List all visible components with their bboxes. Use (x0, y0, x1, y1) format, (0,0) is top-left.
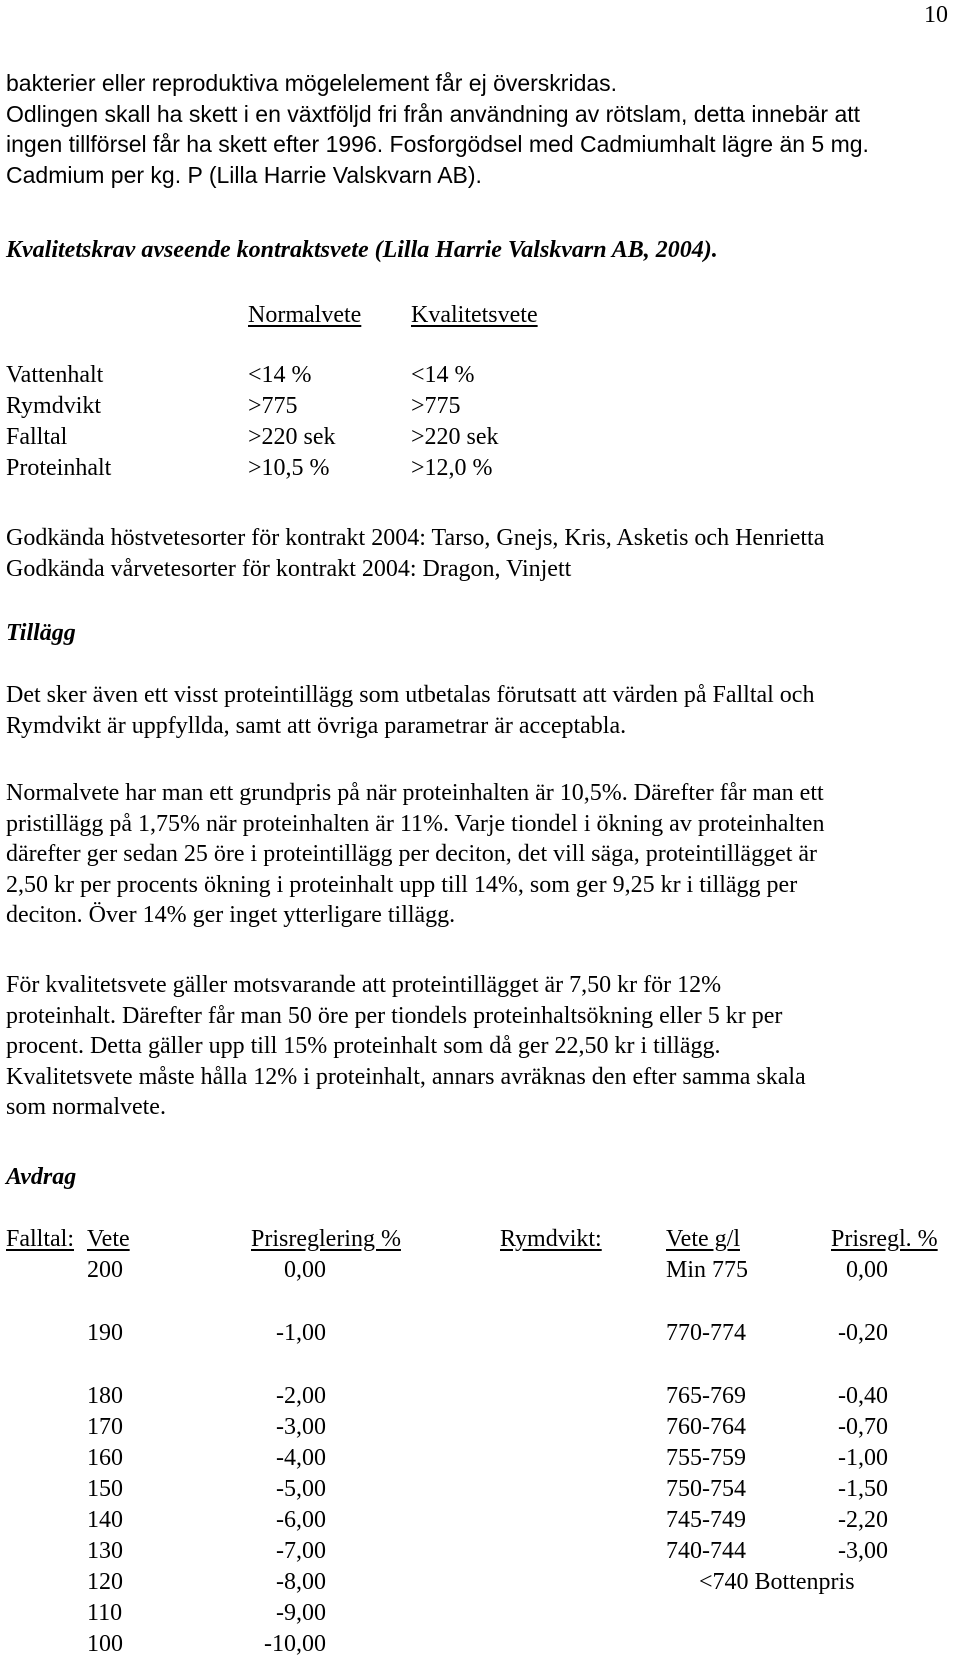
paragraph-line: procent. Detta gäller upp till 15% proteinhalt som då ger 22,50 kr i tillägg. (6, 1033, 721, 1059)
rymdvikt-price-adjustment: -1,00 (838, 1445, 888, 1471)
table-row-label: Rymdvikt (6, 393, 102, 419)
rymdvikt-range: 755-759 (666, 1445, 746, 1471)
paragraph-line: Normalvete har man ett grundpris på när proteinhalten är 10,5%. Därefter får man ett (6, 780, 824, 806)
paragraph-line: Det sker även ett visst proteintillägg som utbetalas förutsatt att värden på Falltal och (6, 682, 815, 708)
intro-line: ingen tillförsel får ha skett efter 1996. Fosforgödsel med Cadmiumhalt lägre än 5 mg. (6, 131, 869, 157)
table-row-label: Vattenhalt (6, 362, 104, 388)
falltal-price-adjustment: -1,00 (276, 1320, 326, 1346)
paragraph-line: Kvalitetsvete måste hålla 12% i proteinhalt, annars avräknas den efter samma skala (6, 1063, 806, 1090)
rymdvikt-price-adjustment: -2,20 (838, 1507, 888, 1533)
falltal-value: 110 (87, 1600, 123, 1626)
intro-paragraph (6, 68, 956, 190)
falltal-price-adjustment: -5,00 (276, 1476, 326, 1502)
falltal-price-adjustment: -9,00 (276, 1600, 326, 1626)
falltal-price-adjustment: -7,00 (276, 1538, 326, 1564)
tillagg-heading: Tillägg (6, 620, 76, 646)
falltal-value: 120 (87, 1569, 123, 1595)
page-number: 10 (924, 2, 948, 28)
falltal-value: 150 (87, 1476, 123, 1502)
falltal-value: 140 (87, 1507, 123, 1533)
falltal-price-adjustment: -10,00 (264, 1631, 326, 1657)
falltal-value: 180 (87, 1383, 123, 1409)
rymdvikt-price-adjustment: -1,50 (838, 1476, 888, 1502)
approved-line: Godkända höstvetesorter för kontrakt 2004: Tarso, Gnejs, Kris, Asketis och Henrietta (6, 525, 825, 551)
rymdvikt-price-adjustment: -0,40 (838, 1383, 888, 1409)
table-row-label: Proteinhalt (6, 455, 112, 481)
rymdvikt-price-adjustment: -3,00 (838, 1538, 888, 1564)
rymdvikt-range: Min 775 (666, 1257, 749, 1283)
falltal-price-adjustment: -3,00 (276, 1414, 326, 1440)
intro-line: bakterier eller reproduktiva mögelelement får ej överskridas. (6, 70, 618, 96)
column-header-vete: Vete (87, 1226, 130, 1252)
falltal-value: 190 (87, 1320, 123, 1346)
approved-line: Godkända vårvetesorter för kontrakt 2004: Dragon, Vinjett (6, 555, 572, 582)
approved-varieties (6, 523, 956, 584)
table-cell: <14 % (248, 362, 312, 388)
table-cell: >220 sek (248, 424, 336, 450)
falltal-value: 160 (87, 1445, 123, 1471)
falltal-value: 130 (87, 1538, 123, 1564)
table-cell: >775 (248, 393, 298, 419)
falltal-price-adjustment: -4,00 (276, 1445, 326, 1471)
tillagg-paragraph-1 (6, 680, 956, 741)
falltal-price-adjustment: -8,00 (276, 1569, 326, 1595)
rymdvikt-range: 745-749 (666, 1507, 746, 1533)
column-header-rymdvikt: Rymdvikt: (500, 1226, 602, 1252)
intro-line: Odlingen skall ha skett i en växtföljd fri från användning av rötslam, detta innebär att (6, 100, 861, 127)
paragraph-line: För kvalitetsvete gäller motsvarande att proteintillägget är 7,50 kr för 12% (6, 972, 722, 998)
paragraph-line: Rymdvikt är uppfyllda, samt att övriga parametrar är acceptabla. (6, 712, 627, 739)
quality-heading: Kvalitetskrav avseende kontraktsvete (Lilla Harrie Valskvarn AB, 2004). (6, 237, 718, 263)
paragraph-line: 2,50 kr per procents ökning i proteinhalt upp till 14%, som ger 9,25 kr i tillägg per (6, 871, 798, 898)
column-header-normalvete: Normalvete (248, 302, 362, 328)
column-header-kvalitetsvete: Kvalitetsvete (411, 302, 538, 328)
tillagg-paragraph-2 (6, 778, 956, 931)
table-cell: <14 % (411, 362, 475, 388)
column-header-vete-gl: Vete g/l (666, 1226, 740, 1252)
table-cell: >12,0 % (411, 455, 493, 481)
falltal-value: 170 (87, 1414, 123, 1440)
falltal-price-adjustment: -2,00 (276, 1383, 326, 1409)
falltal-value: 100 (87, 1631, 123, 1657)
column-header-prisreglering: Prisreglering % (251, 1226, 401, 1252)
table-cell: >775 (411, 393, 461, 419)
rymdvikt-price-adjustment: -0,20 (838, 1320, 888, 1346)
falltal-price-adjustment: 0,00 (284, 1257, 326, 1283)
intro-line: Cadmium per kg. P (Lilla Harrie Valskvarn AB). (6, 161, 482, 188)
rymdvikt-price-adjustment: 0,00 (846, 1257, 888, 1283)
rymdvikt-range: 750-754 (666, 1476, 746, 1502)
rymdvikt-bottenpris: <740 Bottenpris (699, 1569, 855, 1595)
rymdvikt-price-adjustment: -0,70 (838, 1414, 888, 1440)
paragraph-line: proteinhalt. Därefter får man 50 öre per tiondels proteinhaltsökning eller 5 kr per (6, 1002, 783, 1029)
rymdvikt-range: 765-769 (666, 1383, 746, 1409)
column-header-falltal: Falltal: (6, 1226, 74, 1252)
rymdvikt-range: 740-744 (666, 1538, 746, 1564)
falltal-price-adjustment: -6,00 (276, 1507, 326, 1533)
rymdvikt-range: 760-764 (666, 1414, 746, 1440)
falltal-value: 200 (87, 1257, 123, 1283)
paragraph-line: därefter ger sedan 25 öre i proteintillägg per deciton, det vill säga, proteintillägget är (6, 841, 818, 867)
avdrag-heading: Avdrag (6, 1164, 77, 1190)
rymdvikt-range: 770-774 (666, 1320, 746, 1346)
table-cell: >220 sek (411, 424, 499, 450)
table-cell: >10,5 % (248, 455, 330, 481)
tillagg-paragraph-3 (6, 970, 956, 1123)
column-header-prisregl: Prisregl. % (831, 1226, 938, 1252)
paragraph-line: pristillägg på 1,75% när proteinhalten är 11%. Varje tiondel i ökning av proteinhalten (6, 810, 825, 837)
table-row-label: Falltal (6, 424, 68, 450)
paragraph-line: deciton. Över 14% ger inget ytterligare tillägg. (6, 902, 456, 928)
paragraph-line: som normalvete. (6, 1094, 166, 1120)
